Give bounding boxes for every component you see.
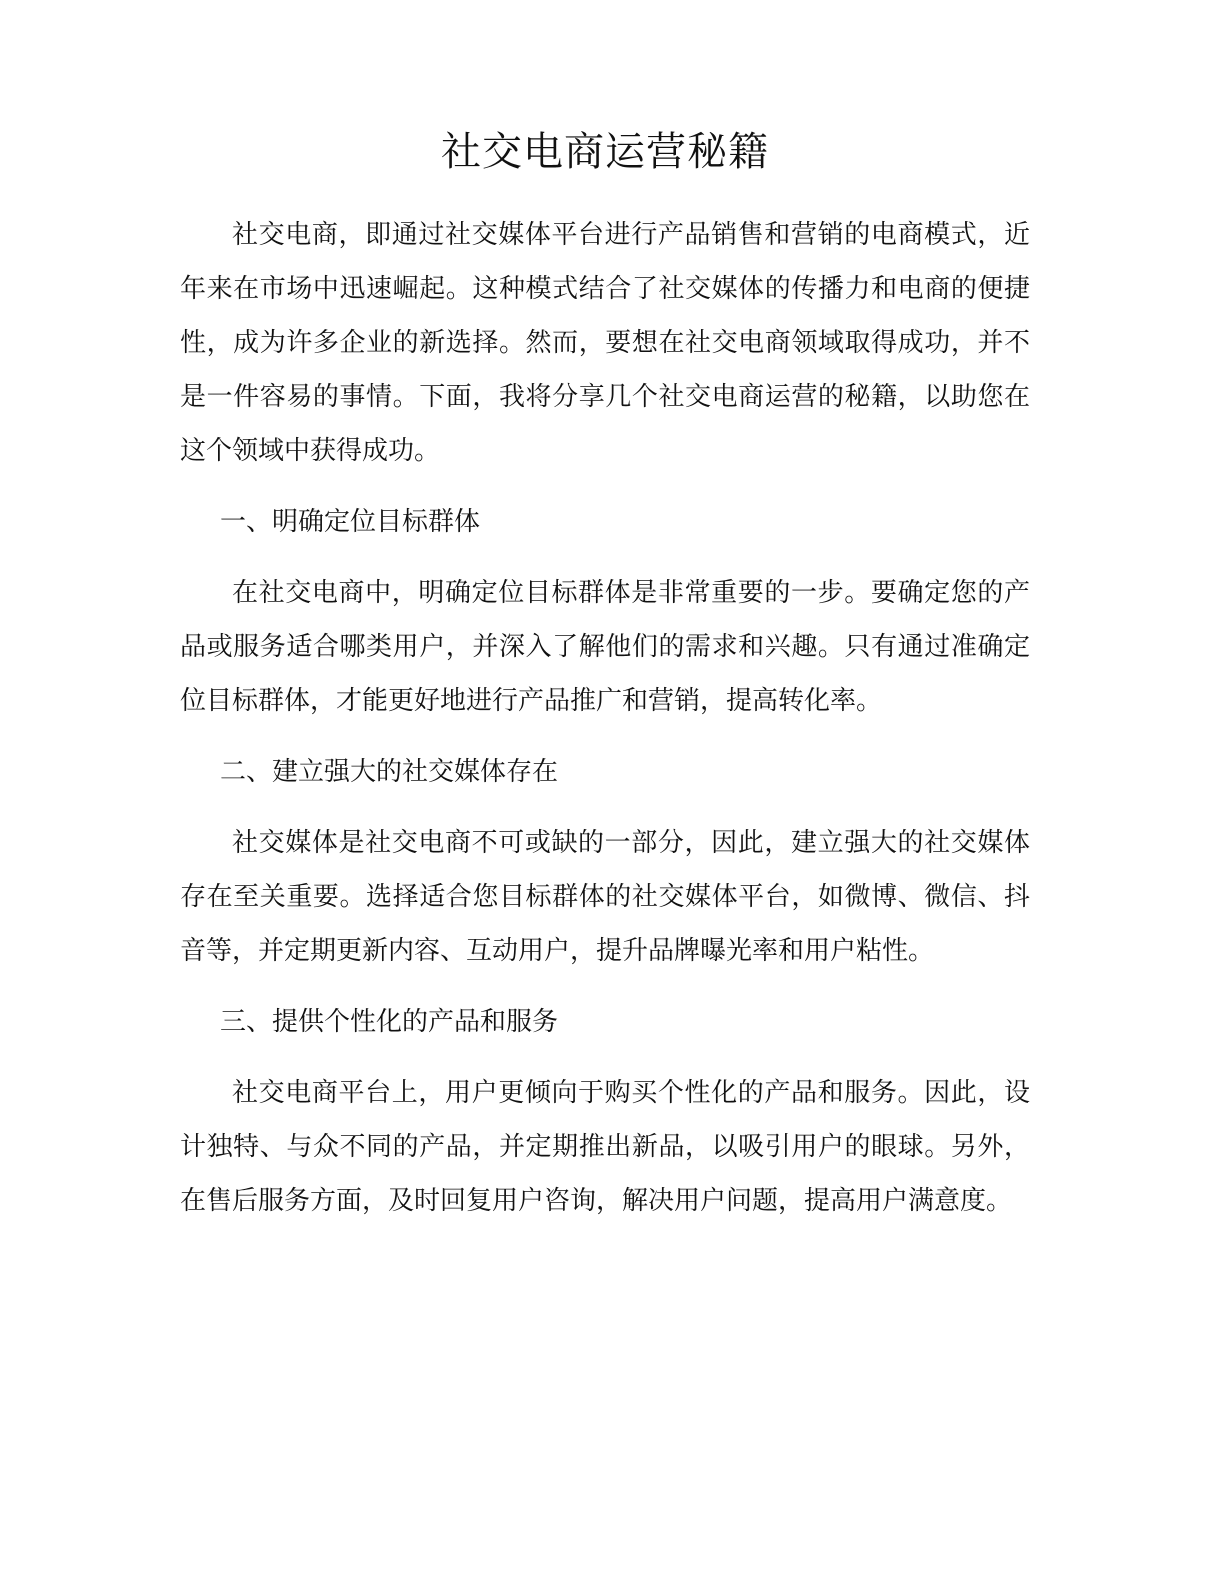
section-body-1: 在社交电商中，明确定位目标群体是非常重要的一步。要确定您的产品或服务适合哪类用户，并深入了解他们的需求和兴趣。只有通过准确定位目标群体，才能更好地进行产品推广和营销，提高转化率。 xyxy=(180,578,1030,716)
document-page xyxy=(180,120,1030,1245)
intro-paragraph: 社交电商，即通过社交媒体平台进行产品销售和营销的电商模式，近年来在市场中迅速崛起。这种模式结合了社交媒体的传播力和电商的便捷性，成为许多企业的新选择。然而，要想在社交电商领域取得成功，并不是一件容易的事情。下面，我将分享几个社交电商运营的秘籍，以助您在这个领域中获得成功。 xyxy=(180,220,1030,466)
section-heading-2: 二、建立强大的社交媒体存在 xyxy=(220,757,559,787)
document-title: 社交电商运营秘籍 xyxy=(441,129,769,175)
section-body-2: 社交媒体是社交电商不可或缺的一部分，因此，建立强大的社交媒体存在至关重要。选择适合您目标群体的社交媒体平台，如微博、微信、抖音等，并定期更新内容、互动用户，提升品牌曝光率和用户粘性。 xyxy=(180,828,1030,966)
section-body-3: 社交电商平台上，用户更倾向于购买个性化的产品和服务。因此，设计独特、与众不同的产品，并定期推出新品，以吸引用户的眼球。另外，在售后服务方面，及时回复用户咨询，解决用户问题，提高用户满意度。 xyxy=(180,1078,1030,1216)
section-heading-1: 一、明确定位目标群体 xyxy=(220,507,481,537)
section-heading-3: 三、提供个性化的产品和服务 xyxy=(220,1007,559,1037)
